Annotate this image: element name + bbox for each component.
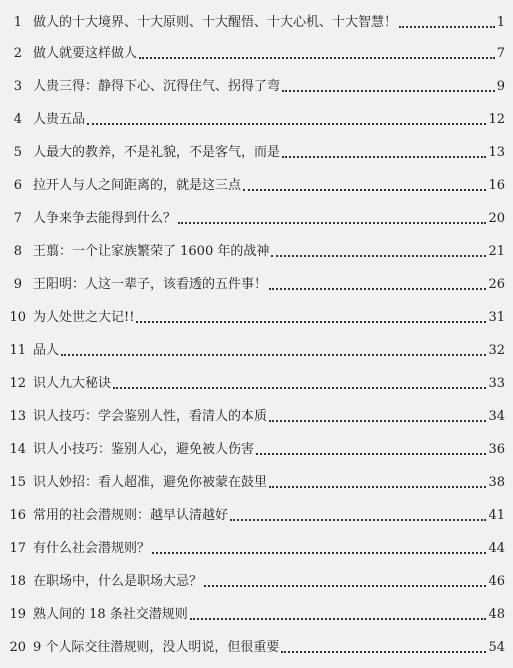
entry-number: 18 — [9, 574, 26, 589]
entry-title: 拉开人与人之间距离的，就是这三点 — [33, 178, 242, 193]
entry-page-number: 38 — [488, 475, 505, 490]
toc-entry[interactable] — [0, 372, 513, 394]
entry-title: 常用的社会潜规则：越早认清越好 — [33, 508, 229, 523]
entry-page-number: 13 — [488, 145, 505, 160]
toc-entry[interactable] — [0, 339, 513, 361]
toc-entry[interactable] — [0, 636, 513, 658]
entry-number: 12 — [9, 376, 26, 391]
entry-page-number: 41 — [488, 508, 505, 523]
dot-leader — [269, 420, 486, 422]
toc-entry[interactable] — [0, 174, 513, 196]
entry-page-number: 16 — [488, 178, 505, 193]
entry-number: 9 — [13, 277, 22, 292]
entry-title: 识人小技巧：鉴别人心，避免被人伤害 — [33, 442, 255, 457]
entry-page-number: 20 — [488, 211, 505, 226]
entry-number: 5 — [13, 145, 22, 160]
dot-leader — [256, 453, 486, 455]
dot-leader — [178, 222, 486, 224]
toc-entry[interactable] — [0, 504, 513, 526]
dot-leader — [87, 123, 486, 125]
toc-entry[interactable] — [0, 306, 513, 328]
toc-entry[interactable] — [0, 570, 513, 592]
toc-entry[interactable] — [0, 438, 513, 460]
dot-leader — [281, 651, 486, 653]
toc-entry[interactable] — [0, 471, 513, 493]
entry-number: 15 — [9, 475, 26, 490]
entry-number: 7 — [13, 211, 22, 226]
dot-leader — [190, 618, 487, 620]
entry-title: 做人的十大境界、十大原则、十大醒悟、十大心机、十大智慧！ — [33, 15, 398, 30]
dot-leader — [282, 90, 495, 92]
dot-leader — [139, 57, 495, 59]
entry-title: 王阳明：人这一辈子，该看透的五件事！ — [33, 277, 268, 292]
entry-title: 品人 — [33, 343, 60, 358]
toc-entry[interactable] — [0, 108, 513, 130]
entry-title: 人争来争去能得到什么？ — [33, 211, 177, 226]
entry-number: 19 — [9, 607, 26, 622]
entry-page-number: 21 — [488, 244, 505, 259]
entry-title: 识人九大秘诀 — [33, 376, 112, 391]
entry-number: 1 — [13, 15, 22, 30]
entry-title: 识人妙招：看人超准，避免你被蒙在鼓里 — [33, 475, 268, 490]
entry-number: 13 — [9, 409, 26, 424]
entry-page-number: 33 — [488, 376, 505, 391]
entry-title: 熟人间的 18 条社交潜规则 — [33, 607, 188, 622]
entry-number: 11 — [9, 343, 26, 358]
entry-page-number: 7 — [496, 46, 505, 61]
entry-title: 为人处世之大记!! — [33, 310, 135, 325]
entry-title: 做人就要这样做人 — [33, 46, 138, 61]
dot-leader — [271, 255, 486, 257]
dot-leader — [113, 387, 486, 389]
entry-page-number: 44 — [488, 541, 505, 556]
entry-number: 10 — [9, 310, 26, 325]
toc-entry[interactable] — [0, 42, 513, 64]
dot-leader — [230, 519, 486, 521]
entry-title: 王翦：一个让家族繁荣了 1600 年的战神 — [33, 244, 270, 259]
toc-entry[interactable] — [0, 273, 513, 295]
entry-title: 人贵三得：静得下心、沉得住气、拐得了弯 — [33, 79, 281, 94]
toc-entry[interactable] — [0, 141, 513, 163]
entry-number: 4 — [13, 112, 22, 127]
dot-leader — [152, 552, 486, 554]
dot-leader — [243, 189, 486, 191]
entry-title: 人贵五品 — [33, 112, 86, 127]
entry-number: 20 — [9, 640, 26, 655]
entry-page-number: 32 — [488, 343, 505, 358]
entry-page-number: 26 — [488, 277, 505, 292]
entry-number: 8 — [13, 244, 22, 259]
entry-page-number: 31 — [488, 310, 505, 325]
dot-leader — [269, 288, 486, 290]
dot-leader — [136, 321, 486, 323]
entry-page-number: 12 — [488, 112, 505, 127]
dot-leader — [269, 486, 486, 488]
entry-page-number: 36 — [488, 442, 505, 457]
entry-title: 有什么社会潜规则？ — [33, 541, 151, 556]
entry-number: 16 — [9, 508, 26, 523]
toc-entry[interactable] — [0, 405, 513, 427]
entry-number: 6 — [13, 178, 22, 193]
entry-page-number: 34 — [488, 409, 505, 424]
dot-leader — [204, 585, 486, 587]
entry-number: 17 — [9, 541, 26, 556]
entry-title: 在职场中，什么是职场大忌？ — [33, 574, 203, 589]
toc-entry[interactable] — [0, 11, 513, 33]
entry-page-number: 48 — [488, 607, 505, 622]
entry-page-number: 54 — [488, 640, 505, 655]
toc-entry[interactable] — [0, 537, 513, 559]
entry-number: 2 — [13, 46, 22, 61]
entry-page-number: 1 — [496, 15, 505, 30]
entry-title: 人最大的教养，不是礼貌，不是客气，而是 — [33, 145, 281, 160]
entry-page-number: 9 — [496, 79, 505, 94]
entry-number: 3 — [13, 79, 22, 94]
toc-entry[interactable] — [0, 240, 513, 262]
dot-leader — [282, 156, 486, 158]
toc-entry[interactable] — [0, 207, 513, 229]
toc-entry[interactable] — [0, 603, 513, 625]
entry-title: 识人技巧：学会鉴别人性，看清人的本质 — [33, 409, 268, 424]
dot-leader — [61, 354, 486, 356]
entry-number: 14 — [9, 442, 26, 457]
dot-leader — [399, 26, 495, 28]
toc-entry[interactable] — [0, 75, 513, 97]
entry-title: 9 个人际交往潜规则，没人明说，但很重要 — [33, 640, 280, 655]
entry-page-number: 46 — [488, 574, 505, 589]
